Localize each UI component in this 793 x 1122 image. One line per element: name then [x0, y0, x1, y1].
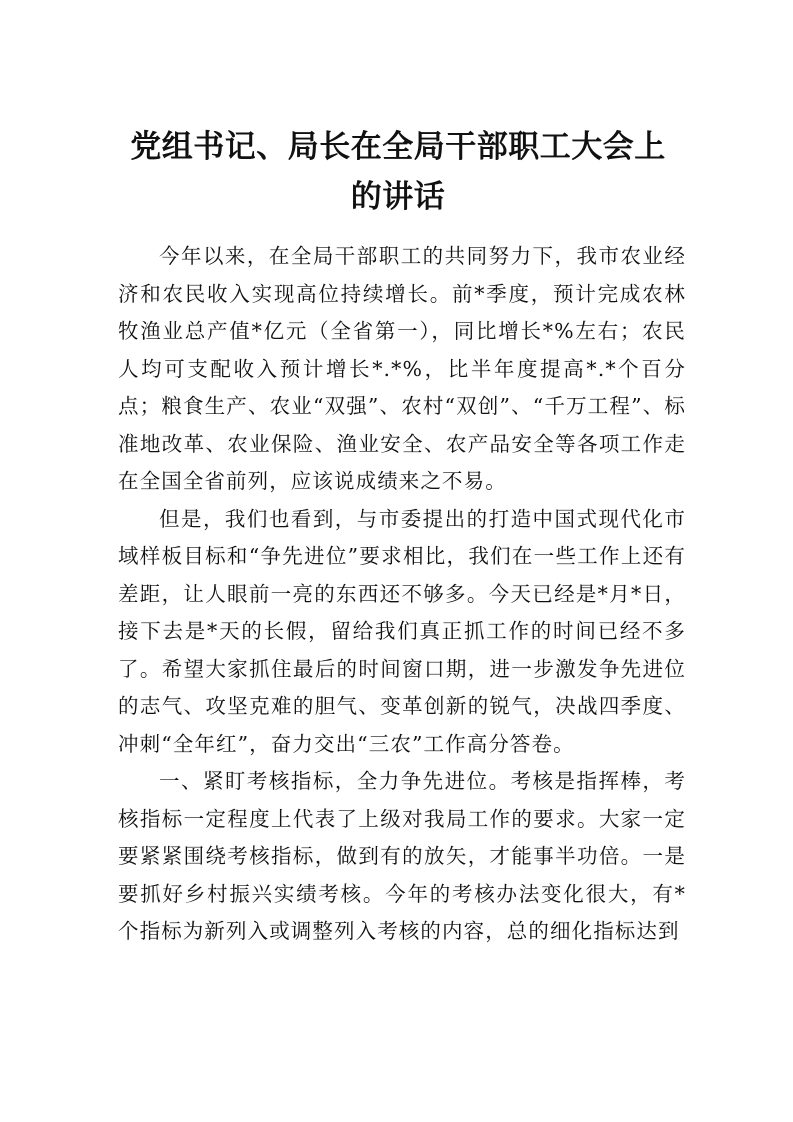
document-body — [118, 238, 686, 951]
document-title: 党组书记、局长在全局干部职工大会上的讲话 — [130, 129, 666, 215]
paragraph-3: 一、紧盯考核指标，全力争先进位。考核是指挥棒，考核指标一定程度上代表了上级对我局工作的要求。大家一定要紧紧围绕考核指标，做到有的放矢，才能事半功倍。一是要抓好乡村振兴实绩考核。今年的考核办法变化很大，有*个指标为新列入或调整列入考核的内容，总的细化指标达到 — [118, 769, 686, 943]
paragraph-1: 今年以来，在全局干部职工的共同努力下，我市农业经济和农民收入实现高位持续增长。前*季度，预计完成农林牧渔业总产值*亿元（全省第一），同比增长*%左右；农民人均可支配收入预计增长*.*%，比半年度提高*.*个百分点；粮食生产、农业“双强”、农村“双创”、“千万工程”、标准地改革、农业保险、渔业安全、农产品安全等各项工作走在全国全省前列，应该说成绩来之不易。 — [118, 244, 686, 493]
paragraph-2: 但是，我们也看到，与市委提出的打造中国式现代化市域样板目标和“争先进位”要求相比，我们在一些工作上还有差距，让人眼前一亮的东西还不够多。今天已经是*月*日，接下去是*天的长假，留给我们真正抓工作的时间已经不多了。希望大家抓住最后的时间窗口期，进一步激发争先进位的志气、攻坚克难的胆气、变革创新的锐气，决战四季度、冲刺“全年红”，奋力交出“三农”工作高分答卷。 — [118, 506, 686, 756]
